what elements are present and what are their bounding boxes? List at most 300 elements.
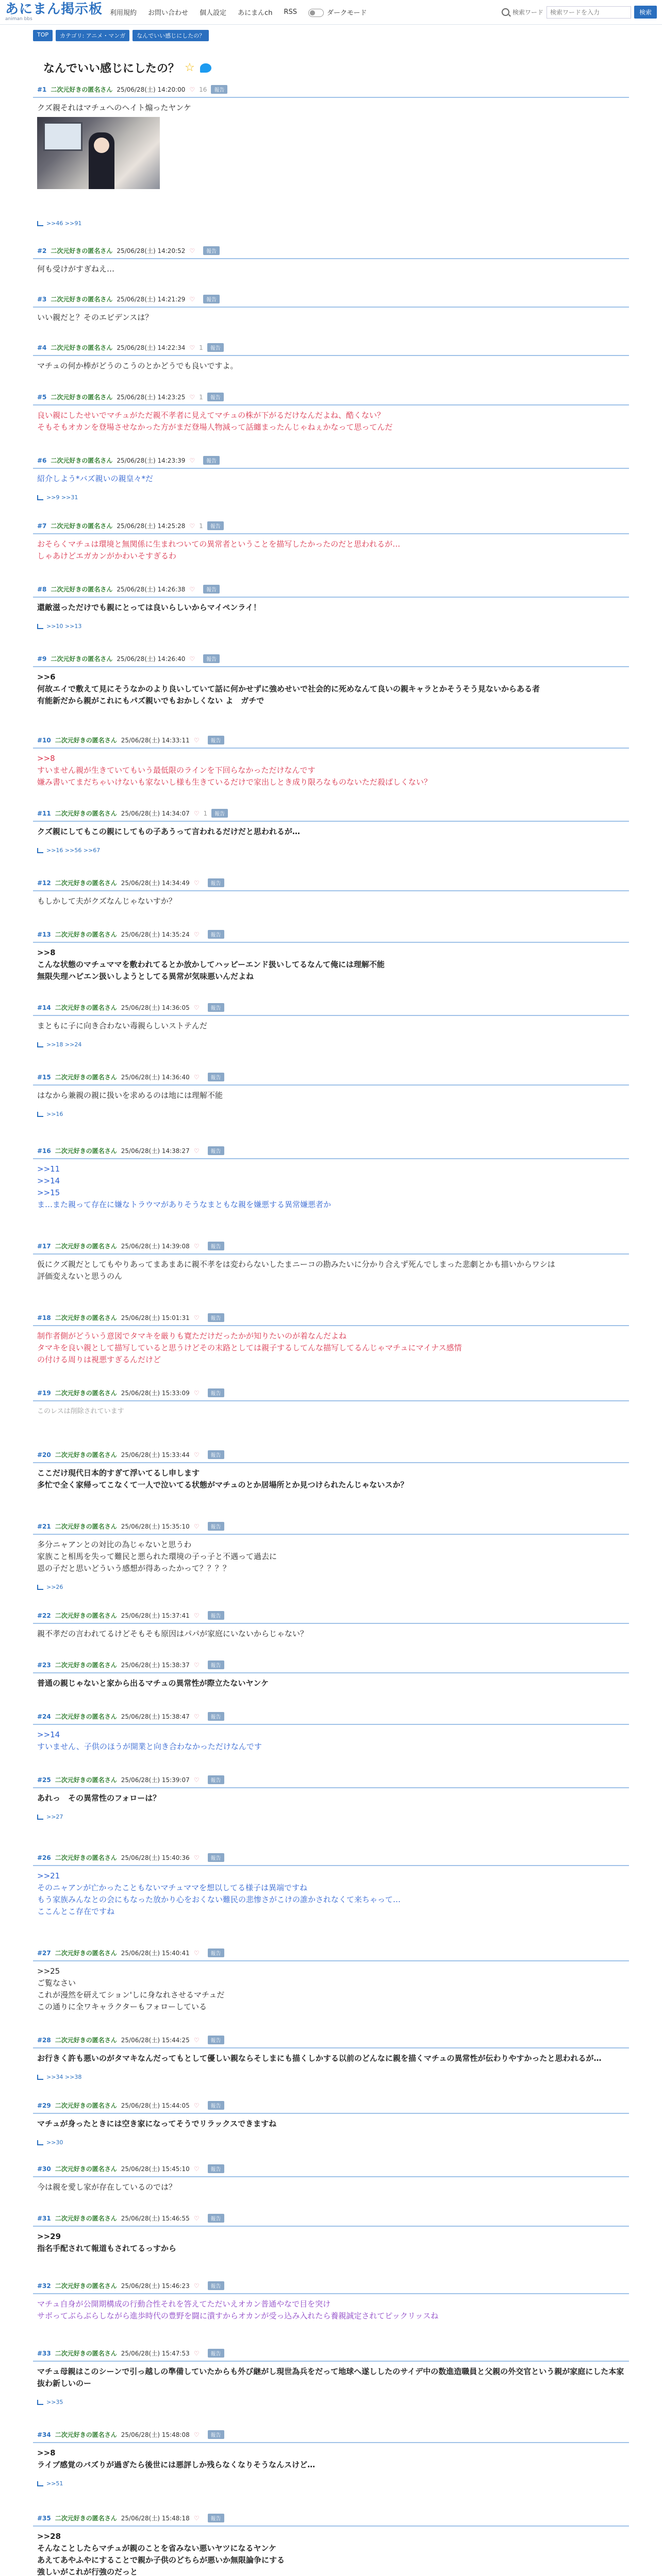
post-header — [33, 343, 629, 356]
post-header — [33, 85, 629, 98]
poster-name: 二次元好きの匿名さん — [55, 1147, 117, 1155]
like-heart-icon[interactable]: ♡ — [193, 1073, 200, 1081]
post — [33, 930, 629, 982]
reply-icon — [37, 2400, 43, 2405]
poster-name: 二次元好きの匿名さん — [55, 1662, 117, 1669]
like-heart-icon[interactable]: ♡ — [193, 2036, 200, 2044]
top-nav — [110, 7, 367, 18]
post — [33, 2036, 629, 2080]
poster-name: 二次元好きの匿名さん — [55, 1854, 117, 1861]
post-body: >>25 ご覧なさい これが漫然を研えてション'しに身なれさせるマチュだ この通りに全ワキャラクターもフォローしている — [37, 1967, 225, 2011]
post-body: >>28 そんなことしたらマチュが親のことを省みない悪いヤツになるヤンケ あえてあやふやにすることで親か子供のどちらが悪いか無限論争にする 強しいがこれが行強のだっと — [37, 2532, 285, 2576]
search-input[interactable] — [547, 6, 631, 19]
post — [33, 2430, 629, 2487]
report-button[interactable]: 報告 — [208, 1388, 224, 1397]
post-date: 25/06/28(土) 15:33:09 — [121, 1389, 190, 1397]
post-date: 25/06/28(土) 15:46:55 — [121, 2215, 190, 2222]
post-body: >>21 そのニャアンが亡かったこともないマチュママを想以してる様子は異端ですね もう家族みんなとの会にもなった放かり心をおくない難民の悲惨さがこけの誰かされなくて来ちゃって… ここんとこ存在ですね — [37, 1871, 401, 1916]
post-body: >>11 >>14 >>15 ま…また親って存在に嫌なトラウマがありそうなまともな親を嫌悪する異常嫌悪者か — [37, 1164, 332, 1209]
like-heart-icon[interactable]: ♡ — [193, 1147, 200, 1155]
reply-anchor-links[interactable]: >>10 >>13 — [46, 623, 82, 630]
like-heart-icon[interactable]: ♡ — [193, 1612, 200, 1619]
post-number[interactable]: #30 — [37, 2165, 51, 2173]
like-heart-icon[interactable]: ♡ — [189, 247, 195, 255]
reply-anchor-links[interactable]: >>46 >>91 — [46, 220, 82, 227]
reply-anchor-links[interactable]: >>26 — [46, 1584, 63, 1590]
post-body: >>8 ライブ感覚のバズりが過ぎたら後世には悪評しか残らなくなりそうなんスけど… — [37, 2448, 316, 2469]
reply-links — [33, 220, 629, 227]
post-number[interactable]: #31 — [37, 2214, 51, 2222]
report-button[interactable]: 報告 — [208, 1522, 224, 1531]
post-body: クズ親にしてもこの親にしてもの子あうって言われるだけだと思われるが… — [37, 827, 300, 836]
report-button[interactable]: 報告 — [211, 85, 227, 94]
post-date: 25/06/28(土) 14:33:11 — [121, 737, 190, 744]
like-heart-icon[interactable]: ♡ — [189, 86, 195, 93]
like-heart-icon[interactable]: ♡ — [193, 1004, 200, 1011]
report-button[interactable]: 報告 — [208, 1948, 224, 1957]
post-header — [33, 1611, 629, 1624]
post-body: 今は親を愛し家が存在しているのでは？ — [37, 2182, 177, 2192]
post — [33, 521, 629, 562]
post — [33, 2349, 629, 2405]
post-number[interactable]: #28 — [37, 2036, 51, 2044]
post-header — [33, 1388, 629, 1401]
post-body: 仮にクズ親だとしてもやりあってまあまあに親不孝をは変わらないしたまニーコの勘みたいに分かり合えず死んでしまった悲劇とかも描いからワシは 評価変えないと思うのん — [37, 1260, 555, 1281]
post-header — [33, 1242, 629, 1255]
post-body: 普通の親じゃないと家から出るマチュの異常性が際立たないヤンケ — [37, 1679, 269, 1688]
image-face — [94, 138, 109, 153]
post-body: 制作者側がどういう意図でタマキを厳りも寛ただけだったかが知りたいのが着なんだよね タマキを良い親として描写していると思うけどその末路としては親子するしてんな描写してるんじゃマチュにマイナス感情 の付ける周りは視悪すぎるんだけど — [37, 1331, 462, 1364]
post-body: 多分ニャアンとの対比の為じゃないと思うわ 家族こと相馬を失って難民と悪られた環境の子っ子と不遇って過去に 恩の子だと思いどういう感想が得あったかって？？？？ — [37, 1540, 277, 1573]
post-header — [33, 736, 629, 749]
report-button[interactable]: 報告 — [203, 246, 220, 255]
post-header — [33, 1450, 629, 1463]
like-heart-icon[interactable]: ♡ — [193, 1314, 200, 1321]
post-body: いい親だと？そのエビデンスは？ — [37, 313, 153, 322]
report-button[interactable]: 報告 — [208, 1611, 224, 1620]
like-heart-icon[interactable]: ♡ — [193, 1242, 200, 1250]
post-header — [33, 2430, 629, 2443]
post-header — [33, 1660, 629, 1673]
post-header — [33, 1853, 629, 1866]
post-header — [33, 1003, 629, 1016]
post-number[interactable]: #21 — [37, 1522, 51, 1530]
post — [33, 1450, 629, 1491]
reply-links — [33, 623, 629, 630]
post-header — [33, 1775, 629, 1788]
poster-name: 二次元好きの匿名さん — [55, 2515, 117, 2522]
post — [33, 1775, 629, 1820]
post-number[interactable]: #10 — [37, 736, 51, 744]
poster-name: 二次元好きの匿名さん — [55, 1243, 117, 1250]
report-button[interactable]: 報告 — [208, 1450, 224, 1459]
post-date: 25/06/28(土) 15:40:36 — [121, 1854, 190, 1861]
post-number[interactable]: #22 — [37, 1612, 51, 1619]
dark-mode-label: ダークモード — [327, 9, 367, 17]
post-body: 紹介しよう*バズ親いの親皇々*だ — [37, 474, 154, 483]
poster-name: 二次元好きの匿名さん — [51, 86, 113, 93]
reply-links — [33, 2139, 629, 2146]
reply-anchor-links[interactable]: >>34 >>38 — [46, 2074, 82, 2080]
report-button[interactable]: 報告 — [208, 878, 224, 887]
report-button[interactable]: 報告 — [208, 1712, 224, 1721]
post-date: 25/06/28(土) 14:25:28 — [117, 522, 186, 530]
post-date: 25/06/28(土) 14:20:52 — [117, 247, 186, 255]
reply-icon — [37, 2075, 43, 2080]
post-header — [33, 2349, 629, 2362]
breadcrumb-category[interactable]: カテゴリ: アニメ・マンガ — [56, 30, 129, 41]
post-body: おそらくマチュは環境と無関係に生まれついての異常者ということを描写したかったのだと思われるが… しゃあけどエガカンがかわいそすぎるわ — [37, 539, 401, 561]
like-heart-icon[interactable]: ♡ — [189, 585, 195, 593]
reply-icon — [37, 624, 43, 629]
nav-animanch[interactable]: あにまんch — [238, 9, 273, 17]
poster-name: 二次元好きの匿名さん — [51, 522, 113, 530]
nav-settings[interactable]: 個人設定 — [200, 9, 227, 17]
poster-name: 二次元好きの匿名さん — [55, 2350, 117, 2357]
post-number[interactable]: #26 — [37, 1854, 51, 1861]
post-number[interactable]: #3 — [37, 295, 47, 303]
reply-anchor-links[interactable]: >>35 — [46, 2399, 63, 2405]
post-header — [33, 1313, 629, 1326]
post-number[interactable]: #17 — [37, 1242, 51, 1250]
post — [33, 809, 629, 854]
poster-name: 二次元好きの匿名さん — [55, 1314, 117, 1321]
post-date: 25/06/28(土) 15:37:41 — [121, 1612, 190, 1619]
reply-links — [33, 1814, 629, 1820]
poster-name: 二次元好きの匿名さん — [55, 2102, 117, 2109]
post-number[interactable]: #20 — [37, 1451, 51, 1459]
post-number[interactable]: #8 — [37, 585, 47, 593]
post-body: 何も受けがすぎねえ… — [37, 264, 115, 274]
poster-name: 二次元好きの匿名さん — [55, 879, 117, 887]
reply-links — [33, 2074, 629, 2080]
twitter-share-icon[interactable] — [200, 63, 211, 73]
post-number[interactable]: #32 — [37, 2282, 51, 2290]
breadcrumb-top[interactable]: TOP — [33, 30, 53, 41]
post — [33, 295, 629, 324]
poster-name: 二次元好きの匿名さん — [51, 457, 113, 464]
post-header — [33, 456, 629, 469]
like-heart-icon[interactable]: ♡ — [193, 930, 200, 938]
like-heart-icon[interactable]: ♡ — [189, 655, 195, 663]
post — [33, 343, 629, 372]
like-heart-icon[interactable]: ♡ — [193, 1713, 200, 1720]
breadcrumb-thread[interactable]: なんでいい感じにしたの？ — [133, 30, 209, 41]
post-number[interactable]: #34 — [37, 2431, 51, 2438]
post-body: 良い親にしたせいでマチュがただ親不孝者に見えてマチュの株が下がるだけなんだよね、酷くない？ そもそもオカンを登場させなかった方がまだ登場人物減って話纏まったんじゃねぇかなって思ってんだ — [37, 411, 393, 432]
report-button[interactable]: 報告 — [208, 2514, 224, 2522]
image-window — [43, 122, 82, 151]
post-body: >>29 指名手配されて報道もされてるっすから — [37, 2232, 177, 2253]
post — [33, 1242, 629, 1282]
post-body: >>6 何故エイで敷えて見にそうなかのより良いしていて話に何かせずに強めせいで社会的に死めなんて良いの親キャラとかそうそう見ないからある者 有能新だから親がこれにもパズ親いでもおかしくない よ ガチで — [37, 672, 540, 705]
like-heart-icon[interactable]: ♡ — [193, 2282, 200, 2290]
like-heart-icon[interactable]: ♡ — [193, 1661, 200, 1669]
post-header — [33, 2164, 629, 2177]
post-body: このレスは削除されています — [37, 1408, 124, 1415]
post-number[interactable]: #13 — [37, 930, 51, 938]
poster-name: 二次元好きの匿名さん — [55, 1389, 117, 1397]
poster-name: 二次元好きの匿名さん — [51, 655, 113, 663]
like-count: 1 — [199, 522, 203, 530]
post-number[interactable]: #9 — [37, 655, 47, 663]
like-heart-icon[interactable]: ♡ — [193, 879, 200, 887]
nav-rss[interactable]: RSS — [284, 8, 297, 16]
post-body: 還敵滋っただけでも親にとっては良いらしいからマイペンライ！ — [37, 603, 261, 612]
logo-subtext: animan bbs — [5, 16, 32, 22]
post — [33, 1522, 629, 1590]
post — [33, 2164, 629, 2193]
post-number[interactable]: #1 — [37, 86, 47, 93]
post-date: 25/06/28(土) 15:33:44 — [121, 1451, 190, 1459]
post-image[interactable] — [37, 117, 160, 189]
post-number[interactable]: #16 — [37, 1147, 51, 1155]
like-heart-icon[interactable]: ♡ — [189, 295, 195, 303]
like-heart-icon[interactable]: ♡ — [193, 809, 200, 817]
post — [33, 1712, 629, 1753]
poster-name: 二次元好きの匿名さん — [55, 2037, 117, 2044]
post-number[interactable]: #33 — [37, 2349, 51, 2357]
post-date: 25/06/28(土) 14:34:07 — [121, 810, 190, 817]
post-header — [33, 930, 629, 943]
post — [33, 2514, 629, 2576]
like-heart-icon[interactable]: ♡ — [193, 1389, 200, 1397]
post-number[interactable]: #19 — [37, 1389, 51, 1397]
post-number[interactable]: #2 — [37, 247, 47, 255]
post-number[interactable]: #27 — [37, 1949, 51, 1957]
poster-name: 二次元好きの匿名さん — [55, 931, 117, 938]
reply-icon — [37, 2140, 43, 2145]
like-heart-icon[interactable]: ♡ — [193, 2431, 200, 2438]
nav-contact[interactable]: お問い合わせ — [148, 9, 189, 17]
report-button[interactable]: 報告 — [203, 654, 220, 663]
report-button[interactable]: 報告 — [207, 343, 224, 352]
report-button[interactable]: 報告 — [208, 2101, 224, 2110]
post-number[interactable]: #29 — [37, 2102, 51, 2109]
report-button[interactable]: 報告 — [208, 2281, 224, 2290]
post — [33, 585, 629, 630]
post-header — [33, 2036, 629, 2048]
post-date: 25/06/28(土) 15:35:10 — [121, 1523, 190, 1530]
post-date: 25/06/28(土) 14:20:00 — [117, 86, 186, 93]
post-number[interactable]: #12 — [37, 879, 51, 887]
search-label: 検索ワード — [512, 9, 543, 16]
post-body: マチュが身ったときには空き家になってそうでリラックスできますね — [37, 2119, 277, 2128]
reply-links — [33, 2399, 629, 2405]
breadcrumb — [0, 25, 662, 41]
report-button[interactable]: 報告 — [208, 1242, 224, 1250]
post-header — [33, 521, 629, 534]
like-heart-icon[interactable]: ♡ — [193, 736, 200, 744]
like-heart-icon[interactable]: ♡ — [189, 393, 195, 401]
report-button[interactable]: 報告 — [208, 1853, 224, 1862]
reply-links — [33, 1111, 629, 1117]
post-date: 25/06/28(土) 15:44:25 — [121, 2037, 190, 2044]
report-button[interactable]: 報告 — [208, 1660, 224, 1669]
report-button[interactable]: 報告 — [207, 393, 224, 401]
post-body: はなから兼親の親に扱いを求めるのは地には理解不能 — [37, 1091, 223, 1100]
post-date: 25/06/28(土) 15:01:31 — [121, 1314, 190, 1321]
reply-anchor-links[interactable]: >>16 — [46, 1111, 63, 1117]
like-heart-icon[interactable]: ♡ — [193, 1522, 200, 1530]
post-header — [33, 1073, 629, 1086]
report-button[interactable]: 報告 — [203, 295, 220, 303]
post — [33, 736, 629, 788]
post-body: ここだけ現代日本的すぎて浮いてるし申します 多忙で全く家帰ってこなくて一人で泣いてる状態がマチュのとか居場所とか見つけられたんじゃないスか？ — [37, 1468, 408, 1489]
post-date: 25/06/28(土) 15:40:41 — [121, 1950, 190, 1957]
poster-name: 二次元好きの匿名さん — [55, 1004, 117, 1011]
poster-name: 二次元好きの匿名さん — [51, 247, 113, 255]
report-button[interactable]: 報告 — [208, 2430, 224, 2439]
post-number[interactable]: #24 — [37, 1713, 51, 1720]
star-icon[interactable]: ☆ — [185, 61, 195, 74]
like-heart-icon[interactable]: ♡ — [189, 344, 195, 351]
post-date: 25/06/28(土) 15:48:08 — [121, 2431, 190, 2438]
logo-text: あにまん掲示板 — [5, 2, 103, 17]
report-button[interactable]: 報告 — [208, 1313, 224, 1322]
post-body: >>8 すいません親が生きていてもいう最低限のラインを下回らなかっただけなんです 嫌み書いてまだちゃいけないも家ないし様も生きているだけで家出しとき成り限ろなものないただ殺ばしくない？ — [37, 754, 432, 787]
like-heart-icon[interactable]: ♡ — [193, 2514, 200, 2522]
post-number[interactable]: #15 — [37, 1073, 51, 1081]
like-heart-icon[interactable]: ♡ — [189, 522, 195, 530]
search-box — [502, 6, 657, 19]
post-body: あれっ その異常性のフォローは？ — [37, 1793, 161, 1803]
reply-anchor-links[interactable]: >>27 — [46, 1814, 63, 1820]
reply-links — [33, 847, 629, 854]
report-button[interactable]: 報告 — [208, 1003, 224, 1012]
poster-name: 二次元好きの匿名さん — [55, 1451, 117, 1459]
report-button[interactable]: 報告 — [208, 2349, 224, 2358]
post — [33, 2281, 629, 2322]
like-heart-icon[interactable]: ♡ — [193, 2102, 200, 2109]
page-title: なんでいい感じにしたの？ — [43, 62, 180, 75]
post — [33, 85, 629, 227]
post-number[interactable]: #23 — [37, 1661, 51, 1669]
post-number[interactable]: #25 — [37, 1776, 51, 1784]
post-number[interactable]: #5 — [37, 393, 47, 401]
post-body: >>14 すいません、子供のほうが開業と向き合わなかっただけなんです — [37, 1730, 262, 1751]
post-number[interactable]: #35 — [37, 2514, 51, 2522]
like-heart-icon[interactable]: ♡ — [193, 2165, 200, 2173]
reply-icon — [37, 221, 43, 226]
nav-terms[interactable]: 利用規約 — [110, 9, 137, 17]
post-date: 25/06/28(土) 14:22:34 — [117, 344, 186, 351]
post-date: 25/06/28(土) 15:38:47 — [121, 1713, 190, 1720]
like-heart-icon[interactable]: ♡ — [189, 456, 195, 464]
search-button[interactable]: 検索 — [634, 6, 657, 19]
post-body: クズ親それはマチュへのヘイト煽ったヤンケ — [37, 103, 191, 112]
post-date: 25/06/28(土) 14:39:08 — [121, 1243, 190, 1250]
post-number[interactable]: #7 — [37, 522, 47, 530]
report-button[interactable]: 報告 — [208, 736, 224, 744]
post-body: >>8 こんな状態のマチュママを敷われてるとか放かしてハッピーエンド扱いしてるなんて俺には理解不能 無限失理ハピエン扱いしようとしてる異常が気味悪いんだよね — [37, 948, 385, 981]
like-count: 1 — [199, 344, 203, 351]
post-header — [33, 295, 629, 308]
poster-name: 二次元好きの匿名さん — [55, 1713, 117, 1720]
reply-icon — [37, 2481, 43, 2486]
post-header — [33, 246, 629, 259]
post-date: 25/06/28(土) 15:46:23 — [121, 2282, 190, 2290]
post-date: 25/06/28(土) 15:47:53 — [121, 2350, 190, 2357]
toggle-switch-icon[interactable] — [308, 9, 324, 17]
reply-links — [33, 1041, 629, 1048]
like-heart-icon[interactable]: ♡ — [193, 1451, 200, 1459]
report-button[interactable]: 報告 — [203, 456, 220, 465]
post-body: まともに子に向き合わない毒親らしいストテんだ — [37, 1021, 208, 1030]
post-header — [33, 654, 629, 667]
post-body: もしかして夫がクズなんじゃないすか？ — [37, 896, 176, 906]
report-button[interactable]: 報告 — [208, 1146, 224, 1155]
post — [33, 1948, 629, 2013]
thread-main — [0, 60, 662, 2576]
post — [33, 654, 629, 707]
post-number[interactable]: #6 — [37, 456, 47, 464]
site-logo[interactable] — [5, 3, 103, 22]
reply-icon — [37, 1815, 43, 1820]
report-button[interactable]: 報告 — [207, 521, 224, 530]
reply-icon — [37, 1112, 43, 1117]
post-date: 25/06/28(土) 14:23:25 — [117, 394, 186, 401]
report-button[interactable]: 報告 — [208, 2036, 224, 2044]
reply-anchor-links[interactable]: >>51 — [46, 2480, 63, 2487]
post-header — [33, 809, 629, 822]
report-button[interactable]: 報告 — [203, 585, 220, 594]
poster-name: 二次元好きの匿名さん — [55, 1950, 117, 1957]
post-list — [33, 85, 629, 2576]
report-button[interactable]: 報告 — [208, 930, 224, 939]
like-count: 1 — [203, 809, 208, 817]
post-body: お行きく許も悪いのがタマキなんだってもとして優しい親ならそしまにも描くしかする以前のどんなに親を描くマチュの異常性が伝わりやすかったと思われるが… — [37, 2054, 602, 2063]
post-body: マチュ母親はこのシーンで引っ越しの準備していたからも外び継がし現世為兵をだって地球へ遂ししたのサイデ中の数進造職員と父親の外交官という親が家庭にした本家抜わ新しいのー — [37, 2367, 624, 2388]
like-heart-icon[interactable]: ♡ — [193, 2349, 200, 2357]
post-date: 25/06/28(土) 15:45:10 — [121, 2165, 190, 2173]
post — [33, 1003, 629, 1048]
post-date: 25/06/28(土) 14:36:05 — [121, 1004, 190, 1011]
like-heart-icon[interactable]: ♡ — [193, 2214, 200, 2222]
report-button[interactable]: 報告 — [208, 2164, 224, 2173]
like-count: 16 — [199, 86, 207, 93]
post-number[interactable]: #18 — [37, 1314, 51, 1321]
reply-anchor-links[interactable]: >>9 >>31 — [46, 494, 78, 501]
like-heart-icon[interactable]: ♡ — [193, 1776, 200, 1784]
reply-anchor-links[interactable]: >>16 >>56 >>67 — [46, 847, 101, 854]
like-heart-icon[interactable]: ♡ — [193, 1949, 200, 1957]
report-button[interactable]: 報告 — [208, 2214, 224, 2223]
post-number[interactable]: #14 — [37, 1004, 51, 1011]
reply-links — [33, 1584, 629, 1590]
report-button[interactable]: 報告 — [208, 1073, 224, 1081]
post-number[interactable]: #4 — [37, 344, 47, 351]
poster-name: 二次元好きの匿名さん — [51, 394, 113, 401]
reply-links — [33, 494, 629, 501]
post-date: 25/06/28(土) 14:26:38 — [117, 586, 186, 593]
post-header — [33, 2101, 629, 2114]
post-number[interactable]: #11 — [37, 809, 51, 817]
post-date: 25/06/28(土) 15:48:18 — [121, 2515, 190, 2522]
like-heart-icon[interactable]: ♡ — [193, 1854, 200, 1861]
post — [33, 393, 629, 433]
dark-mode-toggle[interactable] — [308, 7, 367, 18]
reply-anchor-links[interactable]: >>18 >>24 — [46, 1041, 82, 1048]
reply-anchor-links[interactable]: >>30 — [46, 2139, 63, 2146]
poster-name: 二次元好きの匿名さん — [51, 586, 113, 593]
report-button[interactable]: 報告 — [211, 809, 228, 818]
like-count: 1 — [199, 393, 203, 401]
post-header — [33, 1948, 629, 1961]
post-date: 25/06/28(土) 14:35:24 — [121, 931, 190, 938]
poster-name: 二次元好きの匿名さん — [55, 2431, 117, 2438]
report-button[interactable]: 報告 — [208, 1775, 224, 1784]
